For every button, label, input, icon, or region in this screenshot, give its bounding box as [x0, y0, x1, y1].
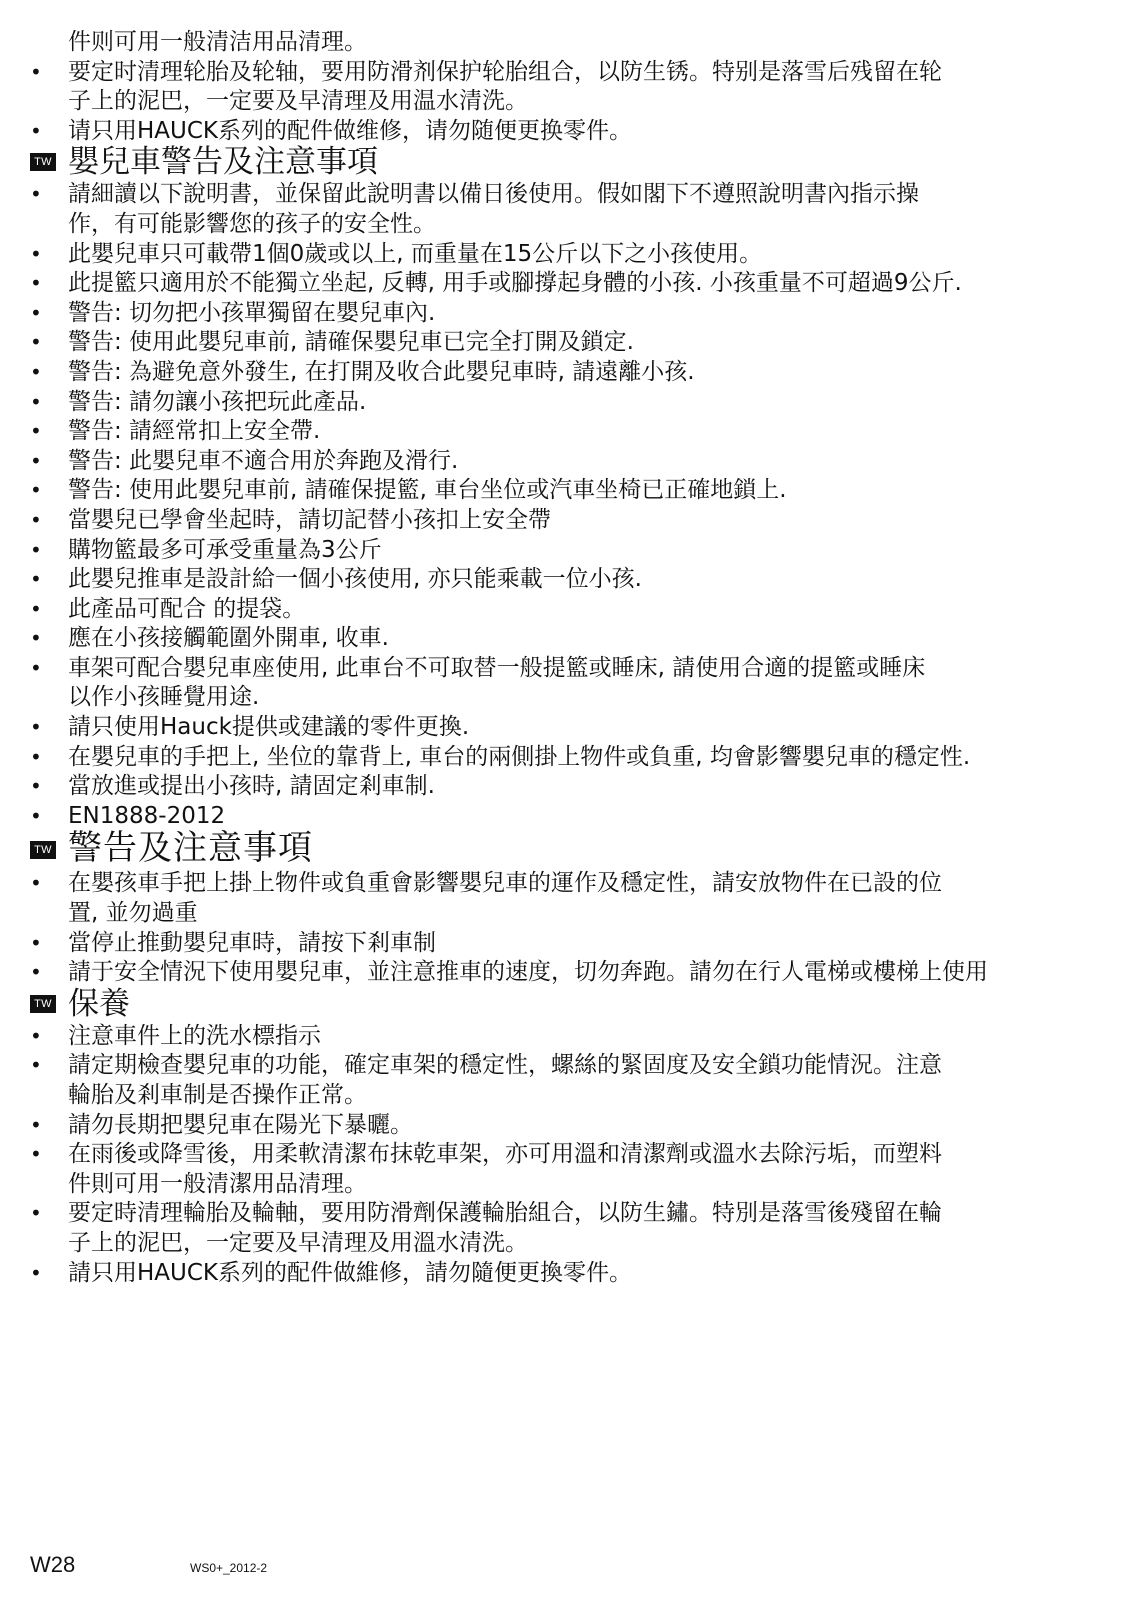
list-item-text: 警告: 此嬰兒車不適合用於奔跑及滑行. — [68, 447, 459, 474]
bullet-icon: • — [30, 930, 42, 955]
list-item-continuation — [30, 1170, 1100, 1200]
bullet-icon: • — [30, 182, 42, 207]
language-badge-tw: TW — [30, 153, 56, 171]
bullet-icon: • — [30, 419, 42, 444]
list-item — [30, 869, 1100, 899]
list-item — [30, 506, 1100, 536]
list-item — [30, 269, 1100, 299]
section-heading-care — [30, 985, 1100, 1022]
list-item-text: 此產品可配合 的提袋。 — [68, 595, 306, 622]
bullet-icon: • — [30, 330, 42, 355]
bullet-icon: • — [30, 960, 42, 985]
list-item-text: 請于安全情況下使用嬰兒車，並注意推車的速度，切勿奔跑。請勿在行人電梯或樓梯上使用 — [68, 959, 988, 986]
page-footer — [30, 1552, 630, 1582]
list-item — [30, 299, 1100, 329]
list-item — [30, 447, 1100, 477]
list-item-text: 請只用HAUCK系列的配件做維修，請勿隨便更換零件。 — [68, 1259, 633, 1286]
list-item — [30, 624, 1100, 654]
list-item — [30, 240, 1100, 270]
section-heading-stroller-warnings — [30, 146, 1100, 180]
section-title: 嬰兒車警告及注意事項 — [68, 144, 378, 181]
list-item-continuation — [30, 1229, 1100, 1259]
list-item-text: 警告: 切勿把小孩單獨留在嬰兒車內. — [68, 299, 436, 326]
list-item-text: 在雨後或降雪後，用柔軟清潔布抹乾車架，亦可用溫和清潔劑或溫水去除污垢，而塑料 — [68, 1141, 942, 1168]
warnings-list — [30, 869, 1100, 987]
list-item-text: 警告: 請經常扣上安全帶. — [68, 418, 321, 445]
list-item — [30, 772, 1100, 802]
bullet-icon: • — [30, 1053, 42, 1078]
page-number: W28 — [30, 1552, 76, 1577]
bullet-icon: • — [30, 537, 42, 562]
bullet-icon: • — [30, 271, 42, 296]
list-item — [30, 595, 1100, 625]
list-item — [30, 654, 1100, 684]
list-item-text: 以作小孩睡覺用途. — [68, 684, 260, 711]
bullet-icon: • — [30, 1112, 42, 1137]
list-item — [30, 417, 1100, 447]
bullet-icon: • — [30, 241, 42, 266]
bullet-icon: • — [30, 507, 42, 532]
list-item-text: 警告: 使用此嬰兒車前, 請確保嬰兒車已完全打開及鎖定. — [68, 329, 634, 356]
bullet-icon: • — [30, 1023, 42, 1048]
bullet-icon: • — [30, 715, 42, 740]
list-item — [30, 328, 1100, 358]
list-item — [30, 565, 1100, 595]
list-item-text: 件則可用一般清潔用品清理。 — [68, 1170, 367, 1197]
list-item-text: 請細讀以下說明書，並保留此說明書以備日後使用。假如閣下不遵照說明書內指示操 — [68, 181, 919, 208]
list-item-text: 在嬰兒車的手把上, 坐位的靠背上, 車台的兩側掛上物件或負重, 均會影響嬰兒車的穩定性. — [68, 743, 971, 770]
list-item — [30, 476, 1100, 506]
bullet-icon: • — [30, 478, 42, 503]
care-list — [30, 1022, 1100, 1288]
list-item-text: 警告: 為避免意外發生, 在打開及收合此嬰兒車時, 請遠離小孩. — [68, 358, 695, 385]
list-item-text: 當嬰兒已學會坐起時，請切記替小孩扣上安全帶 — [68, 506, 551, 533]
bullet-icon: • — [30, 567, 42, 592]
list-item — [30, 536, 1100, 566]
stroller-warnings-list — [30, 180, 1100, 831]
list-item-continuation — [30, 28, 1100, 58]
section-title: 保養 — [68, 985, 130, 1022]
list-item — [30, 713, 1100, 743]
language-badge-tw: TW — [30, 995, 56, 1013]
list-item-text: 请只用HAUCK系列的配件做维修，请勿随便更换零件。 — [68, 117, 633, 144]
list-item — [30, 180, 1100, 210]
list-item-continuation — [30, 899, 1100, 929]
bullet-icon: • — [30, 803, 42, 828]
list-item — [30, 1051, 1100, 1081]
list-item-continuation — [30, 683, 1100, 713]
list-item-text: 輪胎及剎車制是否操作正常。 — [68, 1082, 367, 1108]
list-item-text: 車架可配合嬰兒車座使用, 此車台不可取替一般提籃或睡床, 請使用合適的提籃或睡床 — [68, 654, 926, 681]
section-heading-warnings — [30, 828, 1100, 869]
list-item — [30, 802, 1100, 832]
bullet-icon: • — [30, 300, 42, 325]
bullet-icon: • — [30, 389, 42, 414]
bullet-icon: • — [30, 744, 42, 769]
list-item — [30, 1140, 1100, 1170]
bullet-icon: • — [30, 448, 42, 473]
bullet-icon: • — [30, 655, 42, 680]
bullet-icon: • — [30, 871, 42, 896]
list-item-continuation — [30, 1081, 1100, 1111]
list-item-continuation — [30, 87, 1100, 117]
bullet-icon: • — [30, 1260, 42, 1285]
list-item — [30, 358, 1100, 388]
list-item — [30, 929, 1100, 959]
page-content — [30, 28, 1100, 1288]
list-item — [30, 388, 1100, 418]
list-item-text: 請定期檢查嬰兒車的功能，確定車架的穩定性，螺絲的緊固度及安全鎖功能情況。注意 — [68, 1052, 942, 1079]
list-item — [30, 1111, 1100, 1141]
section-title: 警告及注意事項 — [68, 828, 313, 869]
list-item-text: 注意車件上的洗水標指示 — [68, 1022, 321, 1049]
list-item-text: 在嬰孩車手把上掛上物件或負重會影響嬰兒車的運作及穩定性，請安放物件在已設的位 — [68, 870, 942, 897]
list-item-text: 購物籃最多可承受重量為3公斤 — [68, 536, 382, 563]
list-item-text: 應在小孩接觸範圍外開車, 收車. — [68, 625, 389, 652]
list-item-text: 此嬰兒推車是設計給一個小孩使用, 亦只能乘載一位小孩. — [68, 566, 642, 593]
language-badge-tw: TW — [30, 841, 56, 859]
bullet-icon: • — [30, 359, 42, 384]
list-item-text: 當停止推動嬰兒車時，請按下剎車制 — [68, 929, 436, 956]
list-item-text: 子上的泥巴，一定要及早清理及用溫水清洗。 — [68, 1229, 528, 1256]
list-item — [30, 1199, 1100, 1229]
list-item — [30, 1259, 1100, 1289]
bullet-icon: • — [30, 118, 42, 143]
bullet-icon: • — [30, 774, 42, 799]
list-item — [30, 743, 1100, 773]
list-item-continuation — [30, 210, 1100, 240]
list-item — [30, 958, 1100, 988]
list-item-text: 此提籃只適用於不能獨立坐起, 反轉, 用手或腳撐起身體的小孩. 小孩重量不可超過9公斤. — [68, 270, 962, 297]
list-item-text: 作，有可能影響您的孩子的安全性。 — [68, 210, 436, 237]
list-item-text: 子上的泥巴，一定要及早清理及用温水清洗。 — [68, 88, 528, 115]
list-item-text: 請只使用Hauck提供或建議的零件更換. — [68, 714, 470, 741]
list-item-text: 當放進或提出小孩時, 請固定剎車制. — [68, 773, 435, 800]
bullet-icon: • — [30, 596, 42, 621]
list-item-text: 件则可用一般清洁用品清理。 — [68, 29, 367, 55]
bullet-icon: • — [30, 59, 42, 84]
bullet-icon: • — [30, 1142, 42, 1167]
care-section-simplified-continued — [30, 28, 1100, 146]
list-item-text: 要定时清理轮胎及轮轴，要用防滑剂保护轮胎组合，以防生锈。特别是落雪后残留在轮 — [68, 58, 942, 85]
list-item — [30, 1022, 1100, 1052]
list-item-text: 警告: 使用此嬰兒車前, 請確保提籃, 車台坐位或汽車坐椅已正確地鎖上. — [68, 477, 787, 504]
document-code: WS0+_2012-2 — [190, 1561, 268, 1575]
bullet-icon: • — [30, 1201, 42, 1226]
list-item-text: EN1888-2012 — [68, 802, 226, 829]
list-item-text: 警告: 請勿讓小孩把玩此產品. — [68, 388, 367, 415]
list-item — [30, 58, 1100, 88]
bullet-icon: • — [30, 626, 42, 651]
list-item-text: 要定時清理輪胎及輪軸，要用防滑劑保護輪胎組合，以防生鏽。特別是落雪後殘留在輪 — [68, 1200, 942, 1227]
list-item-text: 請勿長期把嬰兒車在陽光下暴曬。 — [68, 1111, 413, 1138]
list-item — [30, 117, 1100, 147]
list-item-text: 此嬰兒車只可載帶1個0歲或以上, 而重量在15公斤以下之小孩使用。 — [68, 240, 763, 267]
list-item-text: 置, 並勿過重 — [68, 900, 198, 927]
